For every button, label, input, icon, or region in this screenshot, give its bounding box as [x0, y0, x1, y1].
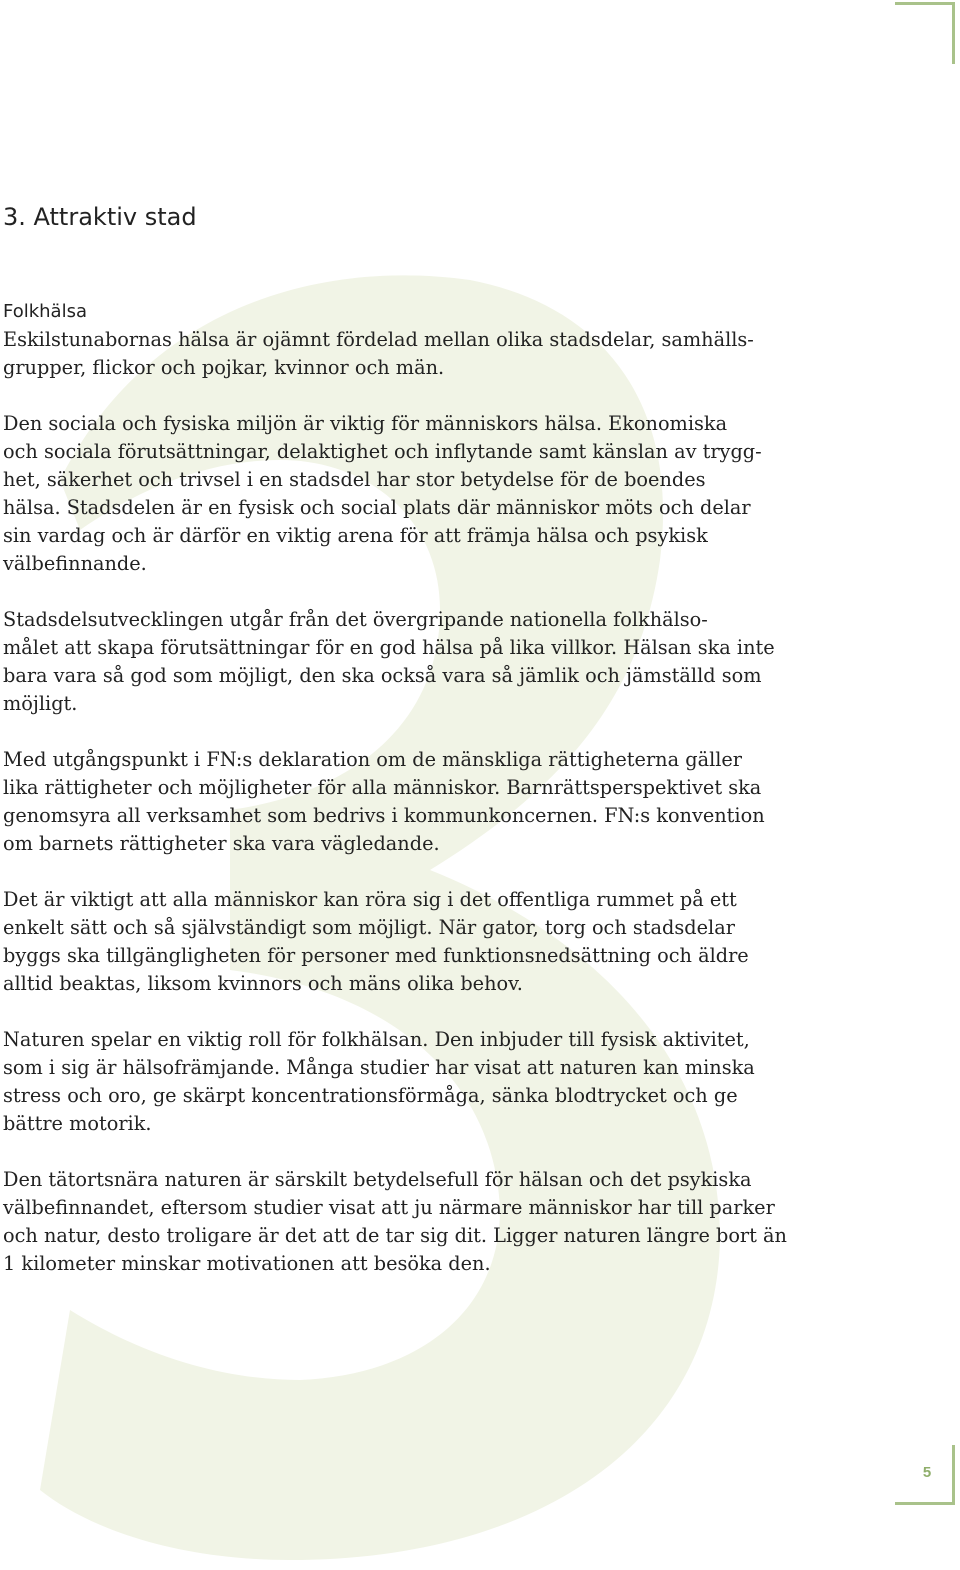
text-line: genomsyra all verksamhet som bedrivs i kommunkoncernen. FN:s konvention — [3, 804, 765, 827]
text-line: Den sociala och fysiska miljön är viktig för människors hälsa. Ekonomiska — [3, 412, 728, 435]
text-line: Eskilstunabornas hälsa är ojämnt fördelad mellan olika stadsdelar, samhälls- — [3, 328, 754, 351]
text-line: Stadsdelsutvecklingen utgår från det övergripande nationella folkhälso- — [3, 608, 708, 631]
top-right-corner-mark — [895, 2, 955, 64]
text-line: välbefinnande. — [3, 552, 147, 575]
text-line: om barnets rättigheter ska vara vägledande. — [3, 832, 440, 855]
text-line: och natur, desto troligare är det att de tar sig dit. Ligger naturen längre bort än — [3, 1224, 787, 1247]
text-line: Den tätortsnära naturen är särskilt betydelsefull för hälsan och det psykiska — [3, 1168, 752, 1191]
paragraph — [3, 1026, 843, 1138]
text-line: Naturen spelar en viktig roll för folkhälsan. Den inbjuder till fysisk aktivitet, — [3, 1028, 750, 1051]
text-line: sin vardag och är därför en viktig arena för att främja hälsa och psykisk — [3, 524, 708, 547]
text-line: välbefinnandet, eftersom studier visat att ju närmare människor har till parker — [3, 1196, 775, 1219]
text-line: målet att skapa förutsättningar för en god hälsa på lika villkor. Hälsan ska inte — [3, 636, 775, 659]
paragraph — [3, 746, 843, 858]
text-line: byggs ska tillgängligheten för personer med funktionsnedsättning och äldre — [3, 944, 749, 967]
text-line: alltid beaktas, liksom kvinnors och mäns olika behov. — [3, 972, 523, 995]
section-folkhalsa — [3, 298, 843, 1306]
text-line: het, säkerhet och trivsel i en stadsdel har stor betydelse för de boendes — [3, 468, 706, 491]
text-line: 1 kilometer minskar motivationen att besöka den. — [3, 1252, 491, 1275]
text-line: och sociala förutsättningar, delaktighet och inflytande samt känslan av trygg- — [3, 440, 762, 463]
paragraph — [3, 606, 843, 718]
text-line: enkelt sätt och så självständigt som möjligt. När gator, torg och stadsdelar — [3, 916, 735, 939]
chapter-title: 3. Attraktiv stad — [3, 203, 197, 231]
paragraph — [3, 1166, 843, 1278]
section-heading: Folkhälsa — [3, 301, 87, 322]
text-line: Det är viktigt att alla människor kan röra sig i det offentliga rummet på ett — [3, 888, 737, 911]
text-line: som i sig är hälsofrämjande. Många studier har visat att naturen kan minska — [3, 1056, 755, 1079]
text-line: bara vara så god som möjligt, den ska också vara så jämlik och jämställd som — [3, 664, 762, 687]
text-line: bättre motorik. — [3, 1112, 152, 1135]
text-line: lika rättigheter och möjligheter för alla människor. Barnrättsperspektivet ska — [3, 776, 762, 799]
text-line: Med utgångspunkt i FN:s deklaration om de mänskliga rättigheterna gäller — [3, 748, 743, 771]
paragraph — [3, 410, 843, 578]
text-line: grupper, flickor och pojkar, kvinnor och män. — [3, 356, 445, 379]
paragraph — [3, 886, 843, 998]
text-line: hälsa. Stadsdelen är en fysisk och social plats där människor möts och delar — [3, 496, 751, 519]
page-number: 5 — [922, 1464, 932, 1481]
paragraph — [3, 326, 843, 382]
text-line: möjligt. — [3, 692, 78, 715]
text-line: stress och oro, ge skärpt koncentrationsförmåga, sänka blodtrycket och ge — [3, 1084, 738, 1107]
